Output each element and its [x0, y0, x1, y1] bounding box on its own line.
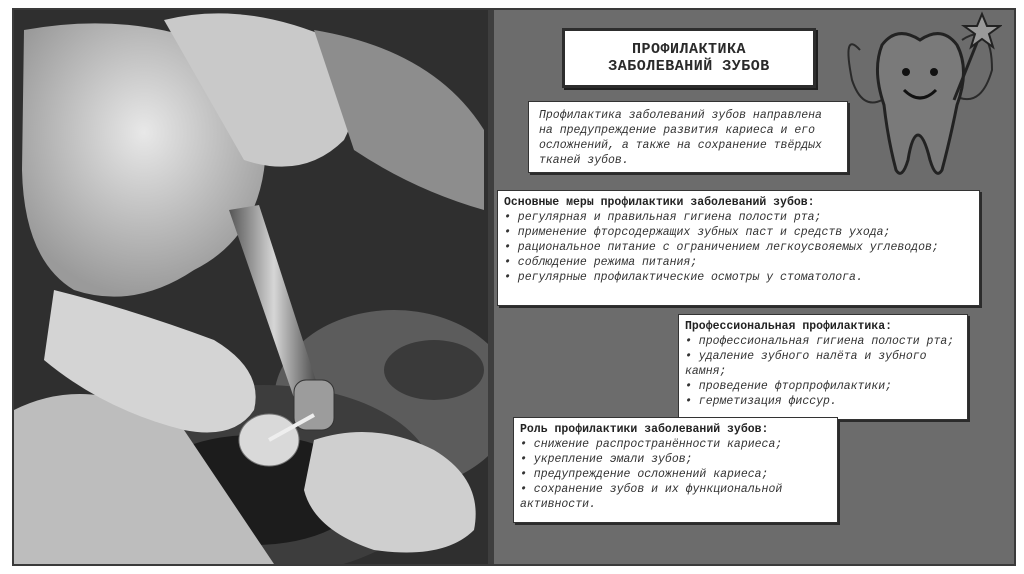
list-item: • рациональное питание с ограничением легкоусвояемых углеводов;	[504, 241, 939, 254]
title-line-1: ПРОФИЛАКТИКА	[631, 41, 747, 58]
list-item: • удаление зубного налёта и зубного камня;	[685, 350, 934, 378]
intro-text: Профилактика заболеваний зубов направлена на предупреждение развития кариеса и его осложнений, а также на сохранение твёрдых тканей зубов.	[539, 109, 822, 167]
list-item: • применение фторсодержащих зубных паст и средств ухода;	[504, 226, 891, 239]
slide-title	[562, 28, 816, 88]
list-item: • профессиональная гигиена полости рта;	[685, 335, 955, 348]
dental-treatment-photo	[14, 10, 494, 564]
measures-heading: Основные меры профилактики заболеваний зубов:	[504, 196, 815, 209]
photo-illustration	[14, 10, 488, 564]
list-item: • укрепление эмали зубов;	[520, 453, 693, 466]
title-line-2: ЗАБОЛЕВАНИЙ ЗУБОВ	[608, 58, 770, 75]
list-item: • снижение распространённости кариеса;	[520, 438, 783, 451]
list-item: • регулярная и правильная гигиена полости рта;	[504, 211, 822, 224]
intro-card	[528, 101, 848, 173]
list-item: • проведение фторпрофилактики;	[685, 380, 893, 393]
list-item: • предупреждение осложнений кариеса;	[520, 468, 769, 481]
list-item: • соблюдение режима питания;	[504, 256, 698, 269]
list-item: • регулярные профилактические осмотры у стоматолога.	[504, 271, 863, 284]
list-item: • герметизация фиссур.	[685, 395, 837, 408]
measures-card	[497, 190, 980, 306]
list-item: • сохранение зубов и их функциональной активности.	[520, 483, 790, 511]
tooth-fairy-icon	[842, 10, 1002, 182]
professional-heading: Профессиональная профилактика:	[685, 320, 893, 333]
role-heading: Роль профилактики заболеваний зубов:	[520, 423, 769, 436]
role-card	[513, 417, 838, 523]
professional-card	[678, 314, 968, 420]
